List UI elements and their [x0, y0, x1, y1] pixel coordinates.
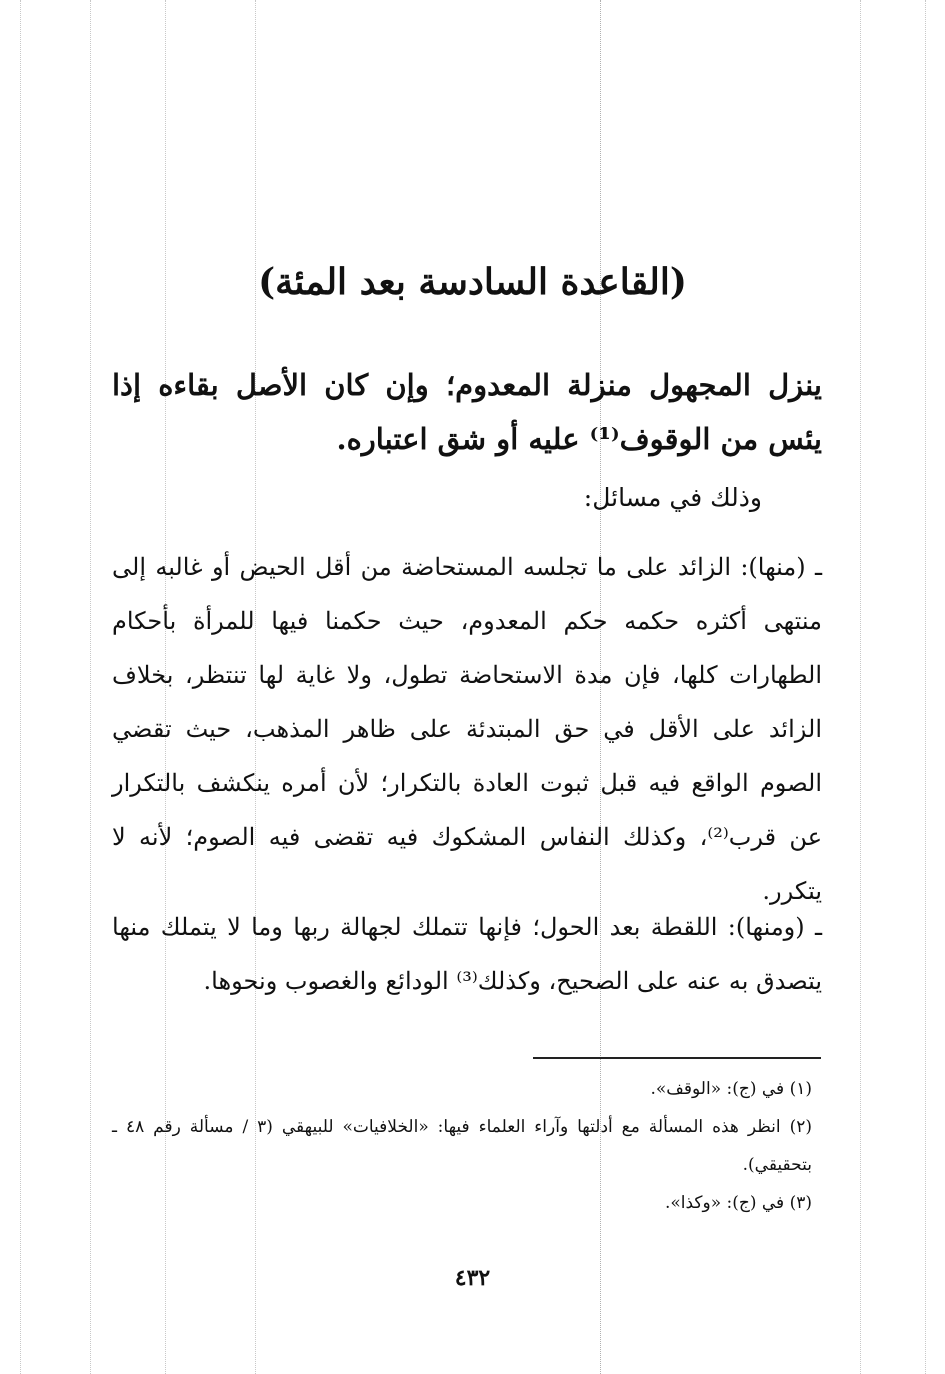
footnote-separator: [533, 1057, 821, 1059]
footnote-2: (٢) انظر هذه المسألة مع أدلتها وآراء العلماء فيها: «الخلافيات» للبيهقي (٣ / مسألة رقم ٤٨ ـ بتحقيقي).: [112, 1117, 812, 1175]
scan-line: [90, 0, 91, 1374]
example-paragraph-1: ـ (منها): الزائد على ما تجلسه المستحاضة من أقل الحيض أو غالبه إلى منتهى أكثره حكمه حكم المعدوم، حيث حكمنا فيها للمرأة بأحكام الطهارات كلها، فإن مدة الاستحاضة تطول، ولا غاية لها تنتظر، بخلاف الزائد على الأقل في حق المبتدئة على ظاهر المذهب، حيث تقضي الصوم الواقع فيه قبل ثبوت العادة بالتكرار؛ لأن أمره ينكشف بالتكرار عن قرب⁽²⁾، وكذلك النفاس المشكوك فيه تقضى فيه الصوم؛ لأنه لا يتكرر.: [112, 553, 823, 905]
scan-line: [20, 0, 21, 1374]
rule-statement: ينزل المجهول منزلة المعدوم؛ وإن كان الأصل بقاءه إذا يئس من الوقوف⁽¹⁾ عليه أو شق اعتباره.: [112, 368, 822, 456]
scan-line: [925, 0, 926, 1374]
page-number: ٤٣٢: [454, 1265, 491, 1291]
rule-title: (القاعدة السادسة بعد المئة): [258, 261, 687, 303]
example-paragraph-2: ـ (ومنها): اللقطة بعد الحول؛ فإنها تتملك لجهالة ربها وما لا يتملك منها يتصدق به عنه على الصحيح، وكذلك⁽³⁾ الودائع والغصوب ونحوها.: [112, 913, 822, 995]
footnote-1: (١) في (ج): «الوقف».: [650, 1079, 812, 1099]
footnote-3: (٣) في (ج): «وكذا».: [664, 1193, 812, 1213]
scan-line: [860, 0, 861, 1374]
footnotes: [112, 1070, 822, 1222]
intro-line: وذلك في مسائل:: [583, 483, 762, 512]
